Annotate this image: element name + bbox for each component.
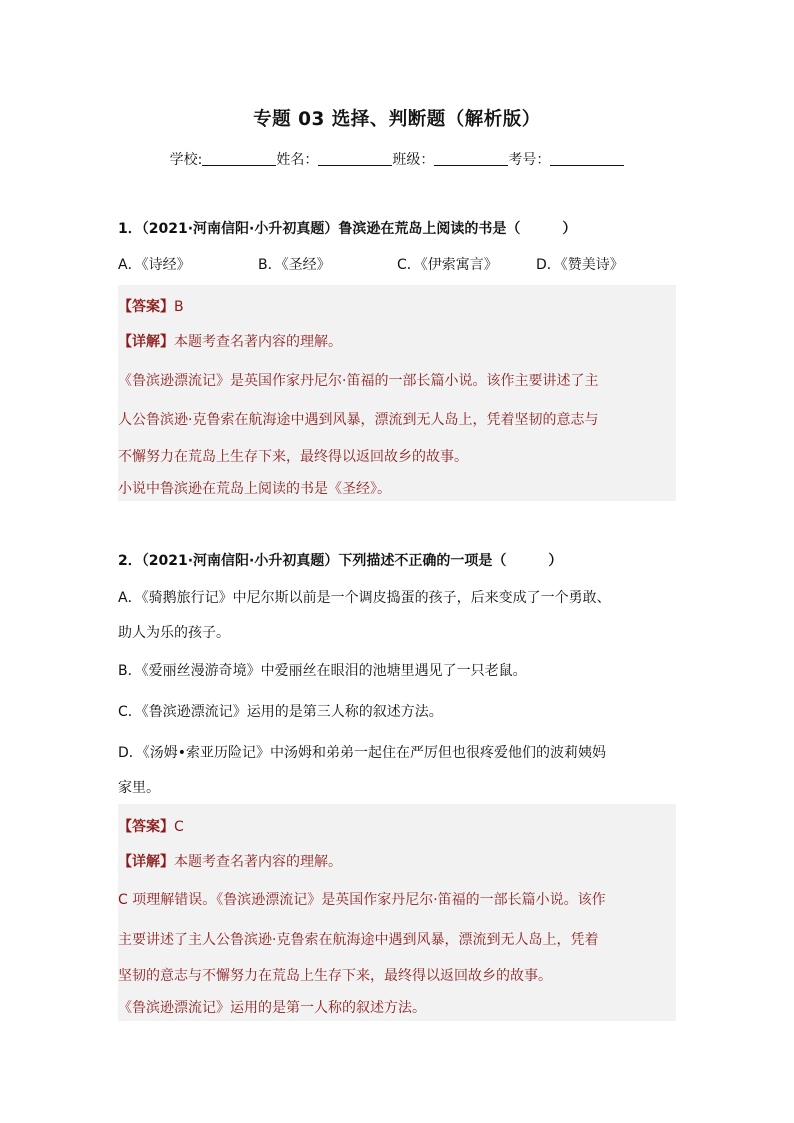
question-1-answer-box [118, 285, 676, 501]
student-info-line [118, 149, 676, 169]
detail-line: 本题考查名著内容的理解。 [174, 334, 342, 350]
question-1-option-a: A．《诗经》 [118, 257, 191, 273]
question-2-answer [118, 816, 676, 836]
question-1-options [118, 254, 676, 274]
detail-line: 本题考查名著内容的理解。 [174, 854, 342, 870]
question-2-option-b: B．《爱丽丝漫游奇境》中爱丽丝在眼泪的池塘里遇见了一只老鼠。 [118, 663, 527, 679]
question-2-answer-box [118, 804, 676, 1021]
detail-line: 不懈努力在荒岛上生存下来，最终得以返回故乡的故事。 [118, 449, 468, 465]
detail-line: 《鲁滨逊漂流记》是英国作家丹尼尔·笛福的一部长篇小说。该作主要讲述了主 [118, 373, 599, 389]
detail-tag: 【详解】 [118, 854, 174, 870]
answer-value: C [174, 819, 184, 835]
question-2-option-a: A．《骑鹅旅行记》中尼尔斯以前是一个调皮捣蛋的孩子，后来变成了一个勇敢、 [118, 590, 611, 606]
school-label: 学校: [169, 152, 203, 168]
answer-value: B [174, 299, 184, 315]
detail-line: 坚韧的意志与不懈努力在荒岛上生存下来，最终得以返回故乡的故事。 [118, 968, 552, 984]
class-label: 班级： [392, 152, 435, 168]
document-title: 专题 03 选择、判断题（解析版） [253, 109, 541, 130]
exam-no-blank[interactable] [550, 151, 624, 166]
school-blank[interactable] [202, 151, 276, 166]
question-2-option-a-cont: 助人为乐的孩子。 [118, 625, 230, 641]
question-1-detail [118, 331, 676, 351]
question-1-head: 1．（2021·河南信阳·小升初真题）鲁滨逊在荒岛上阅读的书是（ ） [118, 221, 577, 237]
question-2-detail [118, 851, 676, 871]
question-1-option-c: C．《伊索寓言》 [397, 257, 498, 273]
detail-tag: 【详解】 [118, 334, 174, 350]
question-1-option-b: B．《圣经》 [258, 257, 331, 273]
answer-tag: 【答案】 [118, 299, 174, 315]
exam-no-label: 考号： [508, 152, 551, 168]
question-2-head: 2．（2021·河南信阳·小升初真题）下列描述不正确的一项是（ ） [118, 553, 563, 569]
class-blank[interactable] [434, 151, 508, 166]
question-2-option-c: C．《鲁滨逊漂流记》运用的是第三人称的叙述方法。 [118, 704, 443, 720]
question-1-option-d: D．《赞美诗》 [536, 257, 624, 273]
detail-line: 主要讲述了主人公鲁滨逊·克鲁索在航海途中遇到风暴，漂流到无人岛上，凭着 [118, 932, 599, 948]
question-2-option-d-cont: 家里。 [118, 780, 160, 796]
name-blank[interactable] [318, 151, 392, 166]
detail-line: 人公鲁滨逊·克鲁索在航海途中遇到风暴，漂流到无人岛上，凭着坚韧的意志与 [118, 412, 599, 428]
detail-line: 《鲁滨逊漂流记》运用的是第一人称的叙述方法。 [118, 1000, 426, 1016]
answer-tag: 【答案】 [118, 819, 174, 835]
name-label: 姓名： [276, 152, 319, 168]
detail-line: 小说中鲁滨逊在荒岛上阅读的书是《圣经》。 [118, 481, 391, 497]
question-2-option-d: D．《汤姆•索亚历险记》中汤姆和弟弟一起住在严厉但也很疼爱他们的波莉姨妈 [118, 745, 607, 761]
question-1-answer [118, 296, 676, 316]
detail-line: C 项理解错误。《鲁滨逊漂流记》是英国作家丹尼尔·笛福的一部长篇小说。该作 [118, 892, 606, 908]
